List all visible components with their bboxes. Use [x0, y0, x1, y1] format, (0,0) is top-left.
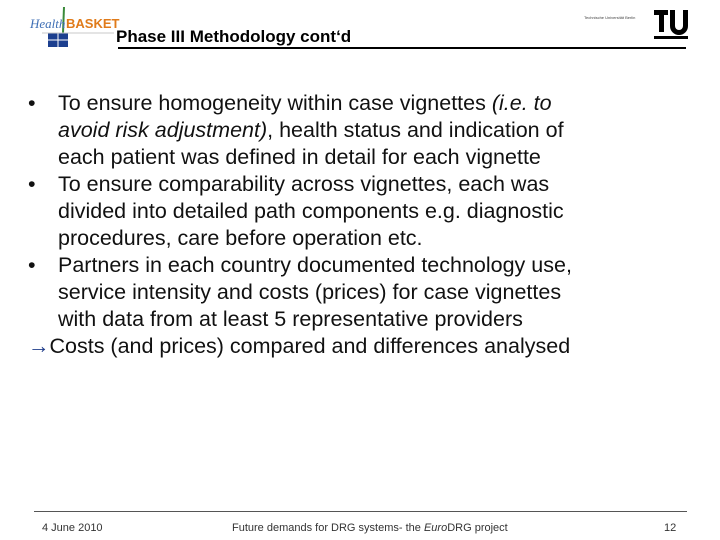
- logo-word-basket: BASKET: [66, 16, 120, 31]
- bullet-line: To ensure comparability across vignettes, each was: [58, 172, 550, 196]
- conclusion-line: [28, 333, 708, 360]
- page-title: Phase III Methodology cont‘d: [116, 27, 352, 46]
- header-divider: [118, 47, 686, 49]
- bullet-line: with data from at least 5 representative providers: [58, 307, 523, 331]
- bullet-line: procedures, care before operation etc.: [58, 226, 423, 250]
- footer-divider: [34, 511, 687, 512]
- bullet-line: divided into detailed path components e.g. diagnostic: [58, 199, 564, 223]
- bullet-dot: •: [28, 91, 36, 115]
- bullet-line: each patient was defined in detail for each vignette: [58, 145, 541, 169]
- conclusion-text: Costs (and prices) compared and differences analysed: [49, 334, 571, 358]
- bullet-dot: •: [28, 253, 36, 277]
- slide-body: [28, 90, 708, 360]
- footer-title: Future demands for DRG systems- the EuroDRG project: [232, 522, 508, 534]
- bullet-item: [28, 252, 708, 333]
- bullet-dot: •: [28, 172, 36, 196]
- logo-word-health: Health: [30, 16, 66, 31]
- bullet-line: To ensure homogeneity within case vignettes (i.e. to: [58, 91, 552, 115]
- tu-caption: Technische Universität Berlin: [584, 15, 636, 20]
- bullet-line: avoid risk adjustment), health status and indication of: [58, 118, 564, 142]
- footer-date: 4 June 2010: [42, 522, 103, 534]
- health-basket-logo: [30, 5, 120, 49]
- page-number: 12: [664, 522, 677, 534]
- bullet-item: [28, 90, 708, 171]
- bullet-line: Partners in each country documented technology use,: [58, 253, 572, 277]
- bullet-item: [28, 171, 708, 252]
- arrow-right-icon: →: [28, 334, 50, 358]
- tu-berlin-logo-icon: [654, 8, 688, 42]
- bullet-line: service intensity and costs (prices) for case vignettes: [58, 280, 562, 304]
